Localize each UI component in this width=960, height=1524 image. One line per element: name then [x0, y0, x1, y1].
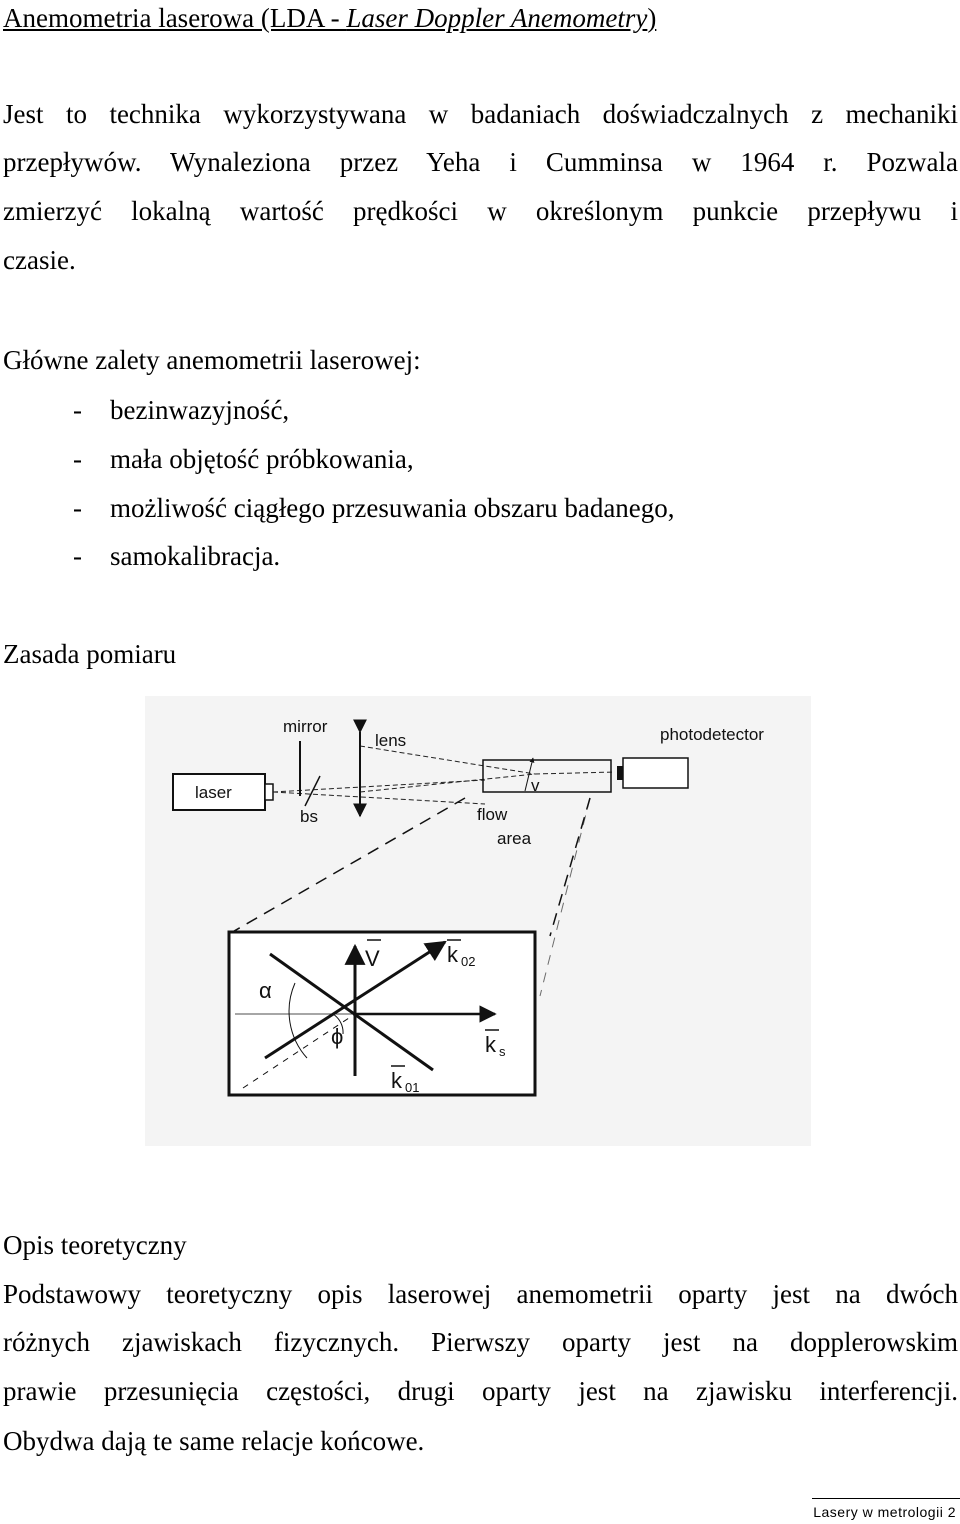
photodetector-sensor — [617, 766, 623, 780]
advantage-text: bezinwazyjność, — [110, 395, 290, 425]
phi-label: ϕ — [331, 1024, 344, 1049]
small-v-label: v — [531, 776, 540, 795]
advantage-text: możliwość ciągłego przesuwania obszaru badanego, — [110, 493, 675, 523]
advantage-text: samokalibracja. — [110, 541, 281, 571]
ks-letter: k — [485, 1032, 496, 1057]
photodetector-box — [623, 758, 688, 788]
title-italic: Laser Doppler Anemometry — [346, 3, 648, 33]
advantage-text: mała objętość próbkowania, — [110, 444, 414, 474]
k02-letter: k — [447, 942, 458, 967]
advantage-item: - samokalibracja. — [73, 541, 281, 571]
title-suffix: ) — [647, 3, 657, 33]
V-label: V — [365, 946, 380, 971]
flow-label: flow — [477, 805, 508, 824]
intro-line-1: Jest to technika wykorzystywana w badaniach doświadczalnych z mechaniki — [3, 99, 958, 129]
theory-line-2: różnych zjawiskach fizycznych. Pierwszy oparty jest na dopplerowskim — [3, 1327, 958, 1357]
theory-line-4: Obydwa dają te same relacje końcowe. — [3, 1426, 425, 1456]
lda-schematic-figure — [145, 696, 811, 1146]
laser-nozzle — [265, 784, 273, 800]
k02-subscript: 02 — [461, 954, 476, 969]
mirror-label: mirror — [283, 717, 328, 736]
title-prefix: Anemometria laserowa (LDA - — [3, 3, 347, 33]
intro-line-4: czasie. — [3, 245, 76, 275]
laser-label: laser — [195, 783, 232, 802]
theory-line-1: Podstawowy teoretyczny opis laserowej anemometrii oparty jest na dwóch — [3, 1279, 958, 1309]
advantage-item: - mała objętość próbkowania, — [73, 444, 414, 474]
photodetector-label: photodetector — [660, 725, 764, 744]
page-footer: Lasery w metrologii 2 — [813, 1504, 956, 1520]
ks-subscript: s — [499, 1044, 506, 1059]
page-title — [3, 2, 656, 34]
advantage-item: - możliwość ciągłego przesuwania obszaru badanego, — [73, 493, 675, 523]
theory-heading: Opis teoretyczny — [3, 1230, 187, 1260]
advantages-heading: Główne zalety anemometrii laserowej: — [3, 345, 421, 375]
area-label: area — [497, 829, 532, 848]
principle-heading: Zasada pomiaru — [3, 639, 177, 669]
intro-line-3: zmierzyć lokalną wartość prędkości w określonym punkcie przepływu i — [3, 196, 958, 226]
k01-subscript: 01 — [405, 1080, 420, 1095]
theory-line-3: prawie przesunięcia częstości, drugi oparty jest na zjawisku interferencji. — [3, 1376, 958, 1406]
lens-label: lens — [375, 731, 407, 750]
advantage-item: - bezinwazyjność, — [73, 395, 290, 425]
k01-letter: k — [391, 1068, 402, 1093]
bs-label: bs — [300, 807, 318, 826]
alpha-label: α — [259, 978, 272, 1003]
footer-rule — [812, 1498, 960, 1499]
intro-line-2: przepływów. Wynaleziona przez Yeha i Cumminsa w 1964 r. Pozwala — [3, 147, 958, 177]
